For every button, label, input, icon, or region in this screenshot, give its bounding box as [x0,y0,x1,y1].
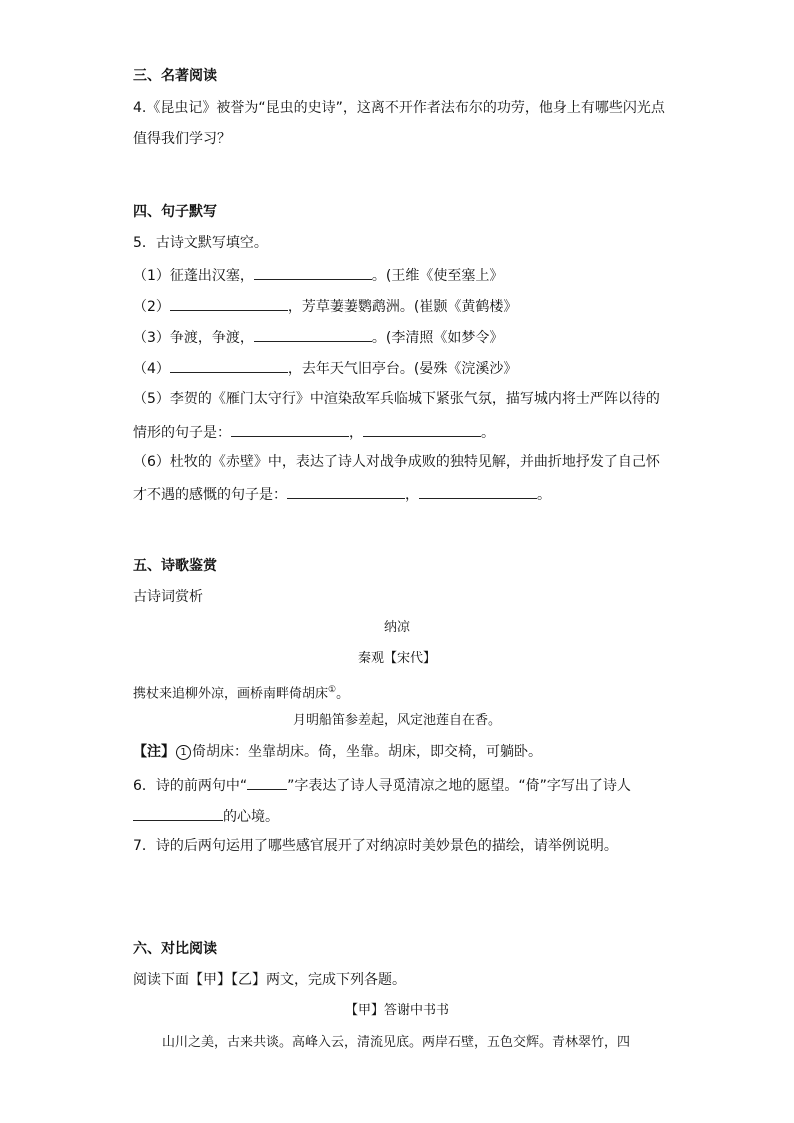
section-3-title: 三、名著阅读 [133,68,217,84]
section-5-subtitle: 古诗词赏析 [133,589,203,605]
poem-title: 纳凉 [383,620,410,635]
item-2 [133,295,517,317]
poem-line-1-text: 携杖来追柳外凉，画桥南畔倚胡床 [133,686,329,702]
question-6-line-2 [133,805,279,827]
item-6-blank-2[interactable] [419,483,537,499]
item-2-suffix: ，芳草萋萋鹦鹉洲。(崔颢《黄鹤楼》 [287,299,518,315]
poem-note [133,742,542,762]
item-4 [133,357,517,379]
item-4-blank[interactable] [170,357,288,373]
item-1 [133,264,503,286]
question-6-part-b: ”字表达了诗人寻觅清凉之地的愿望。“倚”字写出了诗人 [287,778,631,794]
item-4-suffix: ，去年天气旧亭台。(晏殊《浣溪沙》 [287,361,518,377]
note-label: 【注】 [133,744,175,760]
item-2-blank[interactable] [170,295,288,311]
item-3-prefix: （3）争渡，争渡， [133,330,254,346]
question-6-blank-1[interactable] [247,774,287,790]
item-6-sep: ， [405,487,419,503]
note-text: 倚胡床：坐靠胡床。倚，坐靠。胡床，即交椅，可躺卧。 [192,744,542,760]
note-number: 1 [176,745,191,760]
item-1-suffix: 。(王维《使至塞上》 [371,268,504,284]
question-5: 5．古诗文默写填空。 [133,235,268,251]
question-6-part-c: 的心境。 [223,809,279,825]
section-6-intro: 阅读下面【甲】【乙】两文，完成下列各题。 [133,972,406,988]
item-5-blank-1[interactable] [231,421,349,437]
passage-jia-line-1: 山川之美，古来共谈。高峰入云，清流见底。两岸石壁，五色交辉。青林翠竹，四 [162,1035,631,1050]
item-4-prefix: （4） [133,361,170,377]
footnote-marker: ① [328,685,337,695]
question-4-line-1: 4.《昆虫记》被誉为“昆虫的史诗”，这离不开作者法布尔的功劳，他身上有哪些闪光点 [133,100,665,116]
question-6-line-1 [133,774,631,796]
question-4-line-2: 值得我们学习？ [133,131,231,147]
question-6-blank-2[interactable] [133,805,223,821]
item-5-sep: ， [349,425,363,441]
item-1-blank[interactable] [254,264,372,280]
item-1-prefix: （1）征蓬出汉塞， [133,268,254,284]
item-5-line-1: （5）李贺的《雁门太守行》中渲染敌军兵临城下紧张气氛，描写城内将士严阵以待的 [133,391,660,407]
item-5-line-2 [133,421,495,443]
item-6-line-2 [133,483,551,505]
item-3-blank[interactable] [254,326,372,342]
section-6-title: 六、对比阅读 [133,941,217,957]
poem-line-1 [133,680,349,704]
item-5-prefix: 情形的句子是： [133,425,231,441]
item-6-prefix: 才不遇的感慨的句子是： [133,487,287,503]
section-5-title: 五、诗歌鉴赏 [133,558,217,574]
item-6-end: 。 [537,487,551,503]
item-2-prefix: （2） [133,299,170,315]
section-4-title: 四、句子默写 [133,204,217,220]
item-6-line-1: （6）杜牧的《赤壁》中，表达了诗人对战争成败的独特见解，并曲折地抒发了自己怀 [133,454,660,470]
item-3-suffix: 。(李清照《如梦令》 [371,330,504,346]
item-5-blank-2[interactable] [363,421,481,437]
poem-line-1-end: 。 [336,686,350,702]
item-5-end: 。 [481,425,495,441]
passage-jia-title: 【甲】答谢中书书 [344,1003,449,1018]
item-3 [133,326,503,348]
item-6-blank-1[interactable] [287,483,405,499]
question-7: 7．诗的后两句运用了哪些感官展开了对纳凉时美妙景色的描绘，请举例说明。 [133,838,618,854]
poem-author: 秦观【宋代】 [357,651,436,666]
question-6-part-a: 6．诗的前两句中“ [133,778,248,794]
poem-line-2: 月明船笛参差起，风定池莲自在香。 [292,713,501,728]
